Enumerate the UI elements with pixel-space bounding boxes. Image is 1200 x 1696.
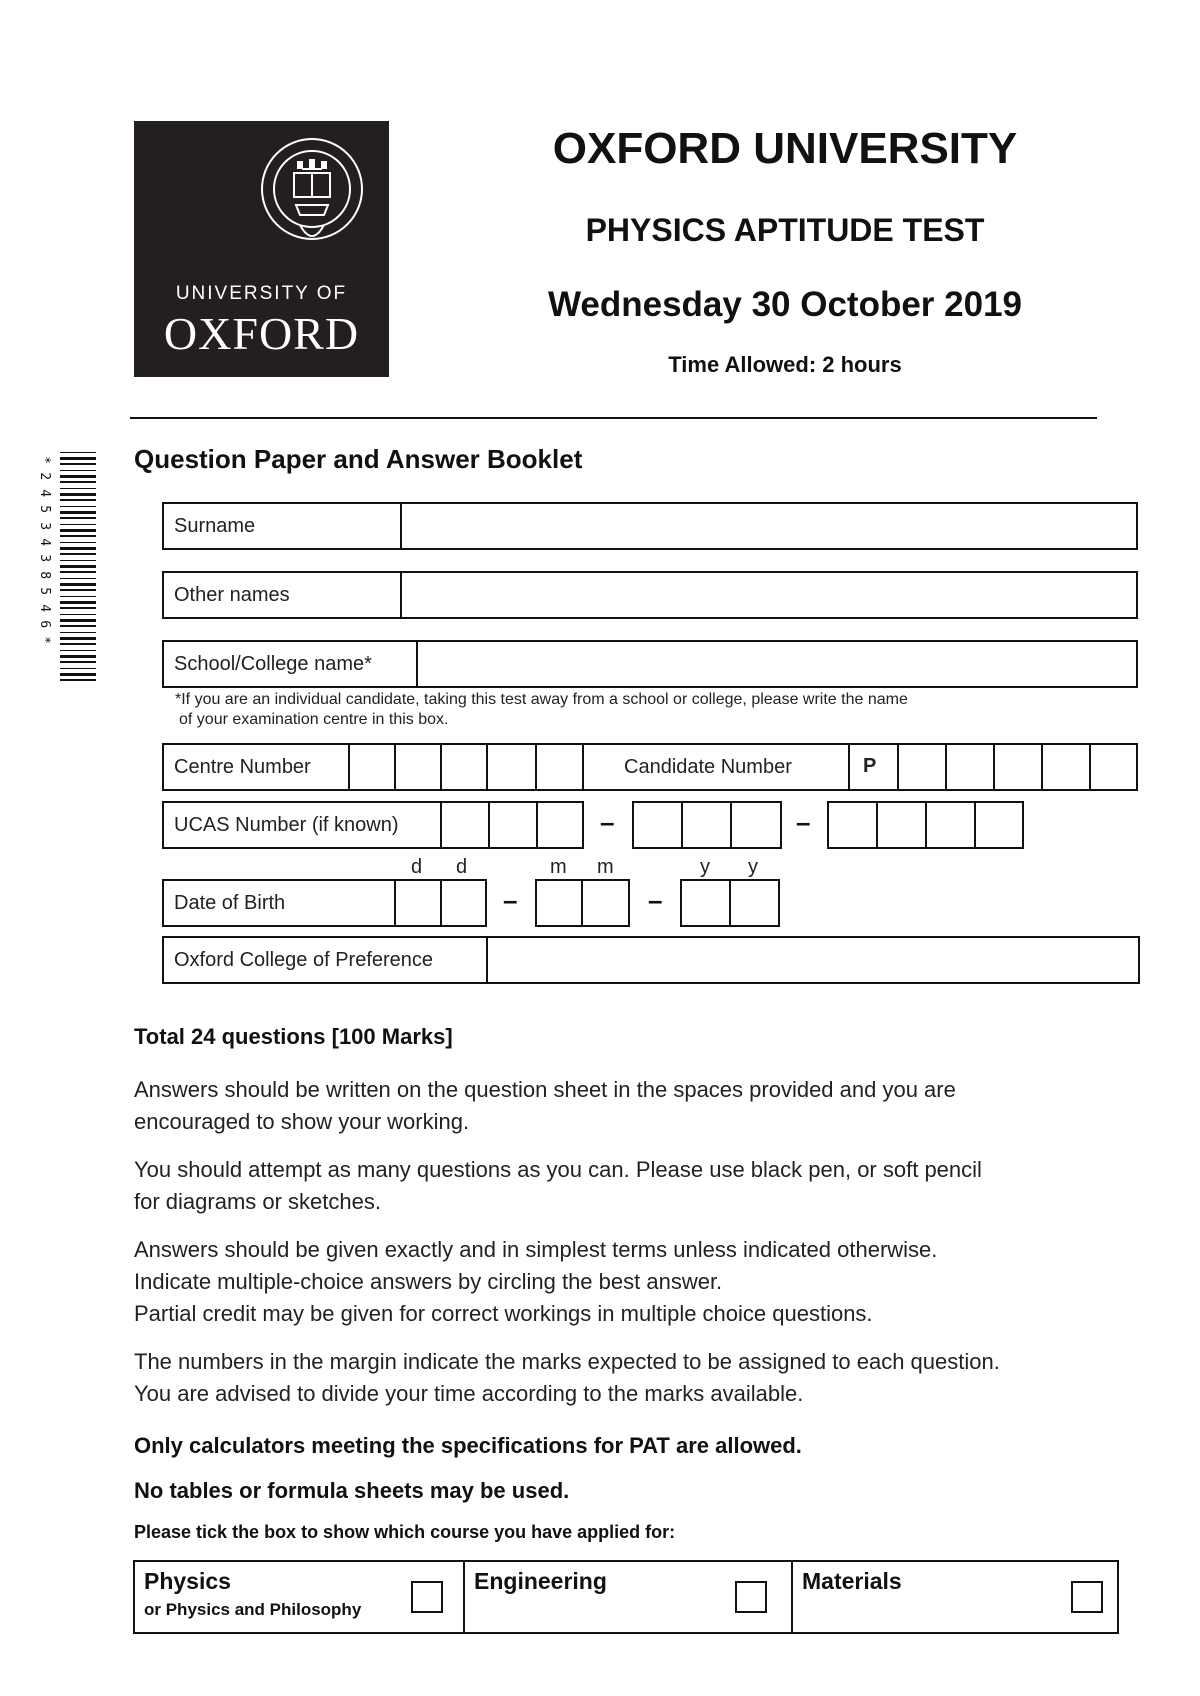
barcode-digit: 3 bbox=[37, 554, 53, 563]
ucas-field-group-1[interactable] bbox=[162, 801, 584, 849]
logo-line-oxford: OXFORD bbox=[163, 308, 360, 359]
barcode-bars-icon bbox=[60, 452, 100, 682]
header-divider bbox=[130, 417, 1097, 419]
barcode-digit: 8 bbox=[37, 571, 53, 579]
booklet-title: Question Paper and Answer Booklet bbox=[134, 444, 583, 474]
test-date: Wednesday 30 October 2019 bbox=[547, 285, 1023, 324]
field-divider bbox=[416, 642, 418, 686]
dob-hint-year: y bbox=[748, 856, 758, 878]
instruction-paragraph-4 bbox=[134, 1346, 1134, 1410]
barcode-digit: * bbox=[37, 456, 53, 465]
instruction-line: Answers should be given exactly and in simplest terms unless indicated otherwise. bbox=[134, 1237, 938, 1262]
barcode-digit: 5 bbox=[37, 505, 53, 514]
school-note-line-1: *If you are an individual candidate, taking this test away from a school or college, please write the name bbox=[175, 691, 908, 708]
field-divider bbox=[400, 573, 402, 617]
course-engineering-checkbox[interactable] bbox=[735, 1581, 767, 1613]
dob-hint-day: d bbox=[411, 856, 423, 878]
centre-number-input[interactable] bbox=[350, 745, 580, 789]
course-subtitle: or Physics and Philosophy bbox=[144, 1600, 362, 1619]
course-materials bbox=[793, 1562, 1117, 1632]
field-divider bbox=[974, 803, 976, 847]
college-preference-label: Oxford College of Preference bbox=[174, 949, 434, 971]
test-name: PHYSICS APTITUDE TEST bbox=[585, 212, 985, 248]
field-divider bbox=[848, 745, 850, 789]
ucas-label: UCAS Number (if known) bbox=[174, 814, 399, 836]
no-tables-rule: No tables or formula sheets may be used. bbox=[134, 1478, 570, 1503]
dob-day-field[interactable] bbox=[162, 879, 487, 927]
dob-dash: – bbox=[503, 885, 518, 915]
school-note bbox=[175, 690, 1075, 730]
barcode-digit: 6 bbox=[37, 620, 53, 629]
dob-hint-month: m bbox=[597, 856, 614, 878]
ucas-field-group-3[interactable] bbox=[827, 801, 1024, 849]
instruction-line: You are advised to divide your time according to the marks available. bbox=[134, 1381, 804, 1406]
calculator-rule: Only calculators meeting the specifications for PAT are allowed. bbox=[134, 1433, 802, 1458]
field-divider bbox=[582, 745, 584, 789]
field-divider bbox=[681, 803, 683, 847]
college-preference-field[interactable] bbox=[162, 936, 1140, 984]
barcode bbox=[36, 452, 102, 682]
course-materials-checkbox[interactable] bbox=[1071, 1581, 1103, 1613]
surname-label: Surname bbox=[174, 515, 256, 537]
instruction-line: The numbers in the margin indicate the marks expected to be assigned to each question. bbox=[134, 1349, 1000, 1374]
dob-label: Date of Birth bbox=[174, 892, 286, 914]
instruction-line: Partial credit may be given for correct workings in multiple choice questions. bbox=[134, 1301, 873, 1326]
barcode-digit: 5 bbox=[37, 587, 53, 596]
dob-hint-year: y bbox=[700, 856, 710, 878]
field-divider bbox=[729, 881, 731, 925]
dob-hint-day: d bbox=[456, 856, 468, 878]
university-title: OXFORD UNIVERSITY bbox=[552, 124, 1018, 173]
barcode-digit: 4 bbox=[37, 603, 53, 612]
course-name: Physics bbox=[144, 1568, 231, 1594]
course-physics bbox=[135, 1562, 463, 1632]
field-divider bbox=[925, 803, 927, 847]
field-divider bbox=[536, 803, 538, 847]
instruction-line: Answers should be written on the question sheet in the spaces provided and you are bbox=[134, 1077, 956, 1102]
barcode-digit: 4 bbox=[37, 489, 53, 497]
course-name: Materials bbox=[802, 1568, 902, 1594]
barcode-digit: 2 bbox=[37, 472, 53, 481]
instruction-paragraph-2 bbox=[134, 1154, 1134, 1218]
dob-year-field[interactable] bbox=[680, 879, 780, 927]
dob-month-field[interactable] bbox=[535, 879, 630, 927]
candidate-number-label: Candidate Number bbox=[624, 756, 792, 778]
school-note-line-2: of your examination centre in this box. bbox=[179, 711, 449, 728]
field-divider bbox=[876, 803, 878, 847]
instruction-line: You should attempt as many questions as you can. Please use black pen, or soft pencil bbox=[134, 1157, 982, 1182]
instruction-line: encouraged to show your working. bbox=[134, 1109, 470, 1134]
field-divider bbox=[440, 803, 442, 847]
centre-candidate-row bbox=[162, 743, 1138, 791]
course-name: Engineering bbox=[474, 1568, 607, 1594]
instruction-line: for diagrams or sketches. bbox=[134, 1189, 381, 1214]
centre-number-label: Centre Number bbox=[174, 756, 311, 778]
other-names-label: Other names bbox=[174, 584, 290, 606]
course-engineering bbox=[465, 1562, 791, 1632]
barcode-digits bbox=[36, 452, 52, 682]
field-divider bbox=[486, 938, 488, 982]
instruction-paragraph-1 bbox=[134, 1074, 1134, 1138]
candidate-number-input[interactable] bbox=[899, 745, 1136, 789]
ucas-dash: – bbox=[796, 807, 811, 837]
time-allowed: Time Allowed: 2 hours bbox=[668, 352, 902, 377]
field-divider bbox=[581, 881, 583, 925]
ucas-field-group-2[interactable] bbox=[632, 801, 782, 849]
instruction-line: Indicate multiple-choice answers by circling the best answer. bbox=[134, 1269, 723, 1294]
logo-line-university-of: UNIVERSITY OF bbox=[175, 283, 348, 304]
field-divider bbox=[440, 881, 442, 925]
oxford-logo bbox=[134, 121, 389, 377]
field-divider bbox=[730, 803, 732, 847]
field-divider bbox=[400, 504, 402, 548]
surname-field[interactable] bbox=[162, 502, 1138, 550]
school-college-label: School/College name* bbox=[174, 653, 372, 675]
barcode-digit: 3 bbox=[37, 521, 53, 530]
dob-dash: – bbox=[648, 885, 663, 915]
tick-prompt: Please tick the box to show which course you have applied for: bbox=[134, 1522, 676, 1542]
ucas-dash: – bbox=[600, 807, 615, 837]
dob-hint-month: m bbox=[550, 856, 567, 878]
course-selection bbox=[133, 1560, 1119, 1634]
instruction-paragraph-3 bbox=[134, 1234, 1134, 1330]
barcode-digit: * bbox=[37, 636, 53, 645]
other-names-field[interactable] bbox=[162, 571, 1138, 619]
field-divider bbox=[394, 881, 396, 925]
barcode-digit: 4 bbox=[37, 538, 53, 547]
total-questions: Total 24 questions [100 Marks] bbox=[134, 1024, 453, 1049]
school-college-field[interactable] bbox=[162, 640, 1138, 688]
course-physics-checkbox[interactable] bbox=[411, 1581, 443, 1613]
candidate-prefix: P bbox=[863, 755, 877, 777]
field-divider bbox=[488, 803, 490, 847]
